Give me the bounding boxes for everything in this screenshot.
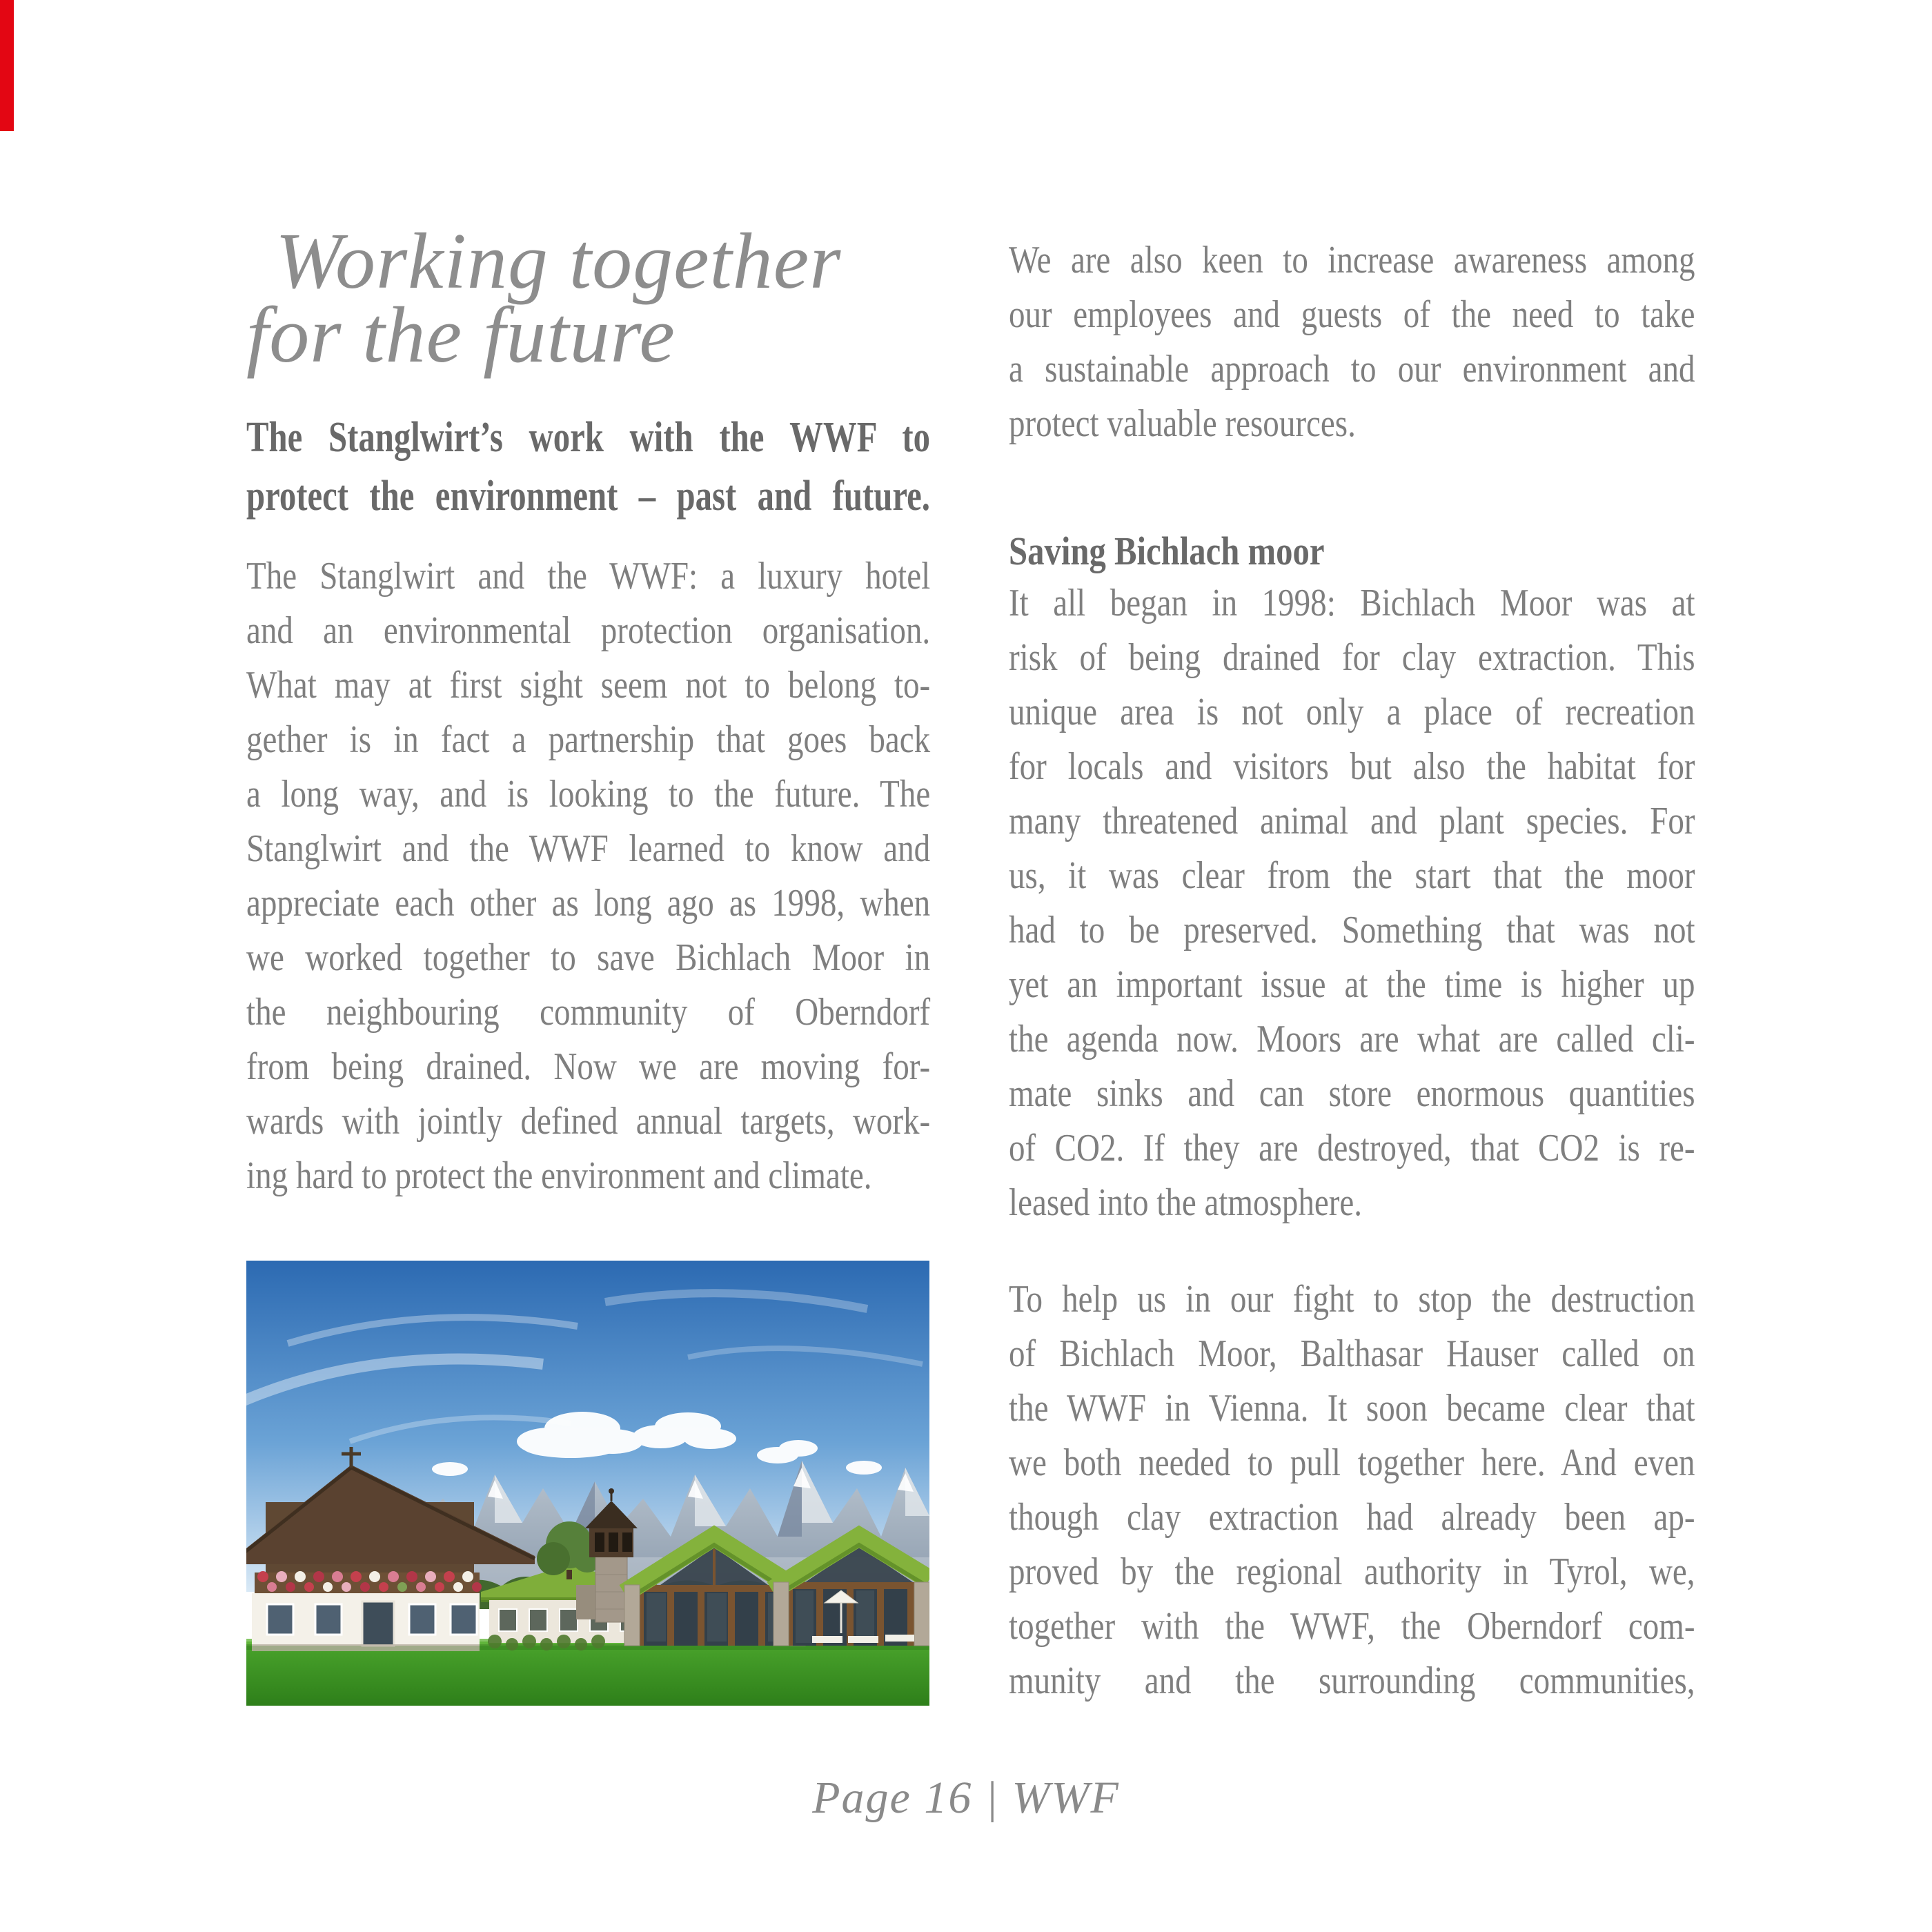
page-title-line2: for the future [246,291,676,379]
bichlach-paragraph: It all began in 1998: Bichlach Moor was at risk of being drained for clay extraction. This unique area is not only a place of recreation for locals and visitors but also the habitat for many threatened animal and plant species. For us, it was clear from the start that the moor had to be preserved. Something that was not yet an important issue at the time is higher up the agenda now. Moors are what are called cli- mate sinks and can store enormous quantities of CO2. If they are destroyed, that CO2 is re- leased into the atmosphere. [1009,582,1695,1224]
lead-subhead: The Stanglwirt’s work with the WWF to protect the environment – past and future. [246,414,930,520]
stanglwirt-photo [246,1261,929,1706]
red-accent-bar [0,0,14,131]
right-column [1009,233,1695,1708]
intro-paragraph: The Stanglwirt and the WWF: a luxury hotel and an environmental protection organisation. What may at first sight seem not to belong to- gether is in fact a partnership that goes back a long way, and is looking to the future. The Stanglwirt and the WWF learned to know and appreciate each other as long ago as 1998, when we worked together to save Bichlach Moor in the neighbouring community of Oberndorf from being drained. Now we are moving for- wards with jointly defined annual targets, work- ing hard to protect the environment and climate. [246,555,931,1197]
page-title [246,217,971,379]
wwf-vienna-paragraph: To help us in our fight to stop the destruction of Bichlach Moor, Balthasar Hauser called on the WWF in Vienna. It soon became clear that we both needed to pull together here. And even though clay extraction had already been ap- proved by the regional authority in Tyrol, we, together with the WWF, the Oberndorf com- munity and the surrounding communities, [1009,1278,1695,1702]
page-footer: Page 16 | WWF [812,1773,1120,1823]
section-heading: Saving Bichlach moor [1009,529,1325,573]
page-title-line1: Working together [275,217,842,306]
stanglwirt-photo-illustration [246,1261,929,1706]
awareness-paragraph: We are also keen to increase awareness among our employees and guests of the need to take a sustainable approach to our environment and protect valuable resources. [1009,239,1695,445]
